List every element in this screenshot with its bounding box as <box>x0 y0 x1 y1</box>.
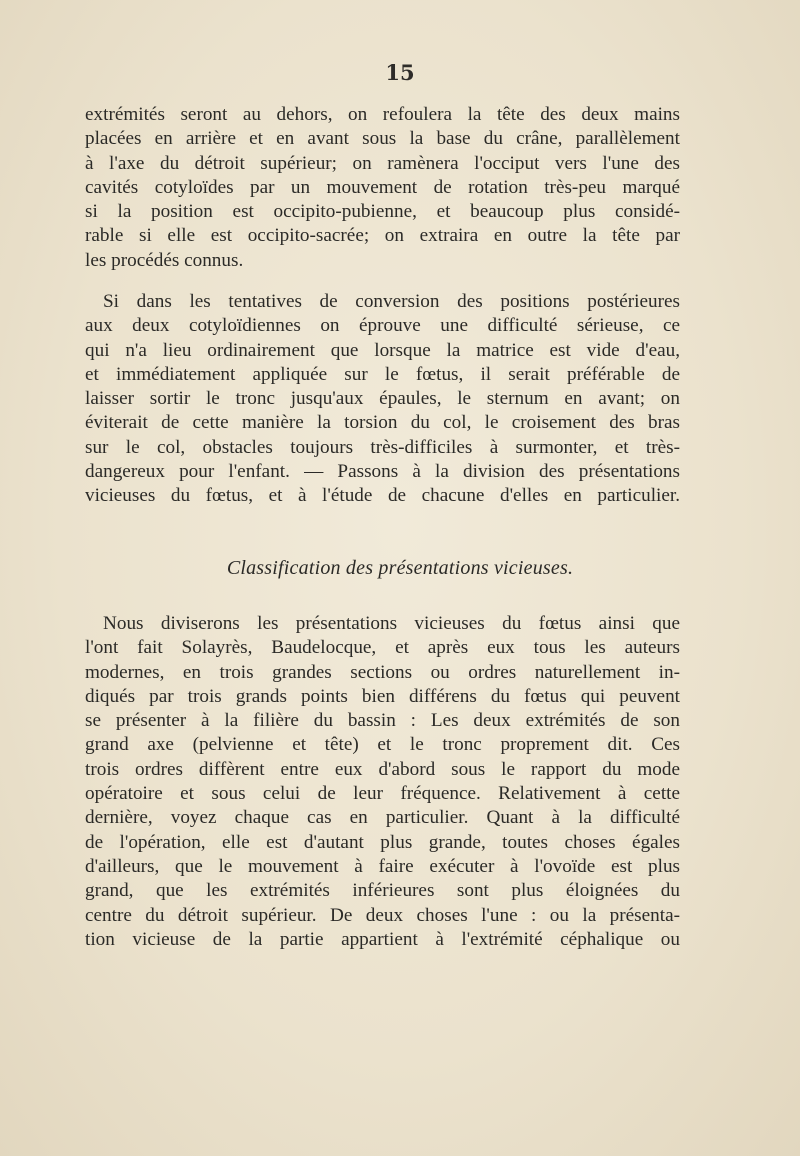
section-heading: Classification des présentations vicieuses. <box>226 557 574 579</box>
text-line: les procédés connus. <box>85 249 244 271</box>
text-line: éviterait de cette manière la torsion du col, le croisement des bras <box>85 412 680 434</box>
text-line: qui n'a lieu ordinairement que lorsque la matrice est vide d'eau, <box>85 339 680 361</box>
text-line: tion vicieuse de la partie appartient à l'extrémité céphalique ou <box>85 928 680 950</box>
text-line: centre du détroit supérieur. De deux choses l'une : ou la présenta- <box>85 904 680 926</box>
text-line: extrémités seront au dehors, on refoulera la tête des deux mains <box>85 104 680 125</box>
text-line: dernière, voyez chaque cas en particulier. Quant à la difficulté <box>85 807 680 829</box>
text-line: de l'opération, elle est d'autant plus grande, toutes choses égales <box>85 831 680 853</box>
text-line: cavités cotyloïdes par un mouvement de rotation très-peu marqué <box>85 176 680 198</box>
text-line: à l'axe du détroit supérieur; on ramènera l'occiput vers l'une des <box>85 152 680 174</box>
text-line: opératoire et sous celui de leur fréquence. Relativement à cette <box>85 783 680 805</box>
text-line: modernes, en trois grandes sections ou ordres naturellement in- <box>85 661 680 683</box>
paragraph-1 <box>85 103 680 273</box>
text-line: aux deux cotyloïdiennes on éprouve une difficulté sérieuse, ce <box>85 315 680 337</box>
text-line: Nous diviserons les présentations vicieuses du fœtus ainsi que <box>103 613 680 634</box>
text-line: Si dans les tentatives de conversion des positions postérieures <box>103 291 680 312</box>
text-line: diqués par trois grands points bien différens du fœtus qui peuvent <box>85 685 680 707</box>
text-line: vicieuses du fœtus, et à l'étude de chacune d'elles en particulier. <box>85 485 680 507</box>
text-line: et immédiatement appliquée sur le fœtus, il serait préférable de <box>85 363 680 385</box>
page-number: 15 <box>385 60 415 85</box>
text-line: rable si elle est occipito-sacrée; on extraira en outre la tête par <box>85 225 680 247</box>
text-line: si la position est occipito-pubienne, et beaucoup plus considé- <box>85 201 680 223</box>
text-line: placées en arrière et en avant sous la base du crâne, parallèlement <box>85 128 680 150</box>
text-line: dangereux pour l'enfant. — Passons à la division des présentations <box>85 461 680 483</box>
text-line: d'ailleurs, que le mouvement à faire exécuter à l'ovoïde est plus <box>85 855 680 877</box>
paragraph-2 <box>85 290 680 509</box>
text-line: trois ordres diffèrent entre eux d'abord sous le rapport du mode <box>85 758 680 780</box>
text-line: grand, que les extrémités inférieures sont plus éloignées du <box>85 880 680 902</box>
paragraph-3 <box>85 612 680 952</box>
text-line: l'ont fait Solayrès, Baudelocque, et après eux tous les auteurs <box>85 637 680 659</box>
text-line: grand axe (pelvienne et tête) et le tronc proprement dit. Ces <box>85 734 680 756</box>
text-line: sur le col, obstacles toujours très-difficiles à surmonter, et très- <box>85 436 680 458</box>
text-line: laisser sortir le tronc jusqu'aux épaules, le sternum en avant; on <box>85 388 680 410</box>
text-line: se présenter à la filière du bassin : Les deux extrémités de son <box>85 710 680 732</box>
